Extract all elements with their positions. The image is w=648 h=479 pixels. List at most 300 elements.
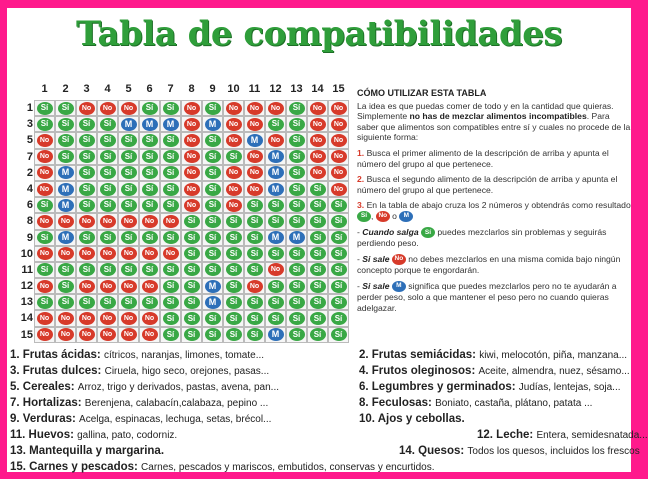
grid-cell bbox=[139, 310, 160, 326]
grid-cell bbox=[97, 181, 118, 197]
si-symbol-icon: Sí bbox=[100, 118, 116, 131]
grid-cell bbox=[55, 181, 76, 197]
no-symbol-icon: No bbox=[37, 134, 53, 147]
no-symbol-icon: No bbox=[79, 215, 95, 228]
grid-cell bbox=[34, 278, 55, 294]
si-symbol-icon: Sí bbox=[226, 328, 242, 341]
no-symbol-icon: No bbox=[310, 134, 326, 147]
si-symbol-icon: Sí bbox=[268, 312, 284, 325]
si-symbol-icon: Sí bbox=[121, 263, 137, 276]
grid-cell bbox=[160, 327, 181, 343]
si-symbol-icon: Sí bbox=[331, 280, 347, 293]
grid-cell bbox=[139, 181, 160, 197]
instructions-heading: CÓMO UTILIZAR ESTA TABLA bbox=[357, 88, 487, 98]
grid-cell bbox=[244, 230, 265, 246]
grid-cell bbox=[97, 100, 118, 116]
grid-cell bbox=[202, 197, 223, 213]
grid-cell bbox=[139, 213, 160, 229]
grid-cell bbox=[286, 116, 307, 132]
row-headers bbox=[15, 100, 33, 343]
no-symbol-icon: No bbox=[37, 166, 53, 179]
grid-cell bbox=[181, 310, 202, 326]
grid-cell bbox=[265, 116, 286, 132]
m-symbol-icon: M bbox=[268, 183, 284, 196]
si-symbol-icon: Sí bbox=[205, 150, 221, 163]
grid-cell bbox=[202, 213, 223, 229]
si-symbol-icon: Sí bbox=[184, 280, 200, 293]
grid-cell bbox=[307, 310, 328, 326]
column-number: 11 bbox=[248, 83, 261, 95]
grid-cell bbox=[55, 165, 76, 181]
si-symbol-icon: Sí bbox=[289, 247, 305, 260]
page-title: Tabla de compatibilidades bbox=[75, 14, 563, 54]
si-symbol-icon: Sí bbox=[37, 231, 53, 244]
si-symbol-icon: Sí bbox=[289, 312, 305, 325]
grid-cell bbox=[34, 327, 55, 343]
si-symbol-icon: Sí bbox=[247, 312, 263, 325]
grid-cell bbox=[76, 181, 97, 197]
row-number: 12 bbox=[20, 280, 33, 293]
grid-cell bbox=[223, 149, 244, 165]
grid-cell bbox=[328, 181, 349, 197]
grid-cell bbox=[286, 230, 307, 246]
grid-cell bbox=[34, 116, 55, 132]
grid-cell bbox=[76, 213, 97, 229]
grid-cell bbox=[265, 197, 286, 213]
grid-cell bbox=[118, 213, 139, 229]
grid-cell bbox=[223, 246, 244, 262]
grid-cell bbox=[286, 197, 307, 213]
si-symbol-icon: Sí bbox=[100, 150, 116, 163]
grid-cell bbox=[286, 149, 307, 165]
grid-cell bbox=[97, 262, 118, 278]
si-symbol-icon: Sí bbox=[205, 134, 221, 147]
grid-cell bbox=[223, 181, 244, 197]
column-number: 6 bbox=[146, 83, 153, 95]
grid-cell bbox=[223, 213, 244, 229]
grid-cell bbox=[139, 100, 160, 116]
si-symbol-icon: Sí bbox=[100, 134, 116, 147]
si-symbol-icon: Sí bbox=[226, 312, 242, 325]
grid-cell bbox=[55, 246, 76, 262]
no-symbol-icon: No bbox=[121, 312, 137, 325]
grid-cell bbox=[118, 246, 139, 262]
si-symbol-icon: Sí bbox=[310, 231, 326, 244]
grid-cell bbox=[34, 197, 55, 213]
si-symbol-icon: Sí bbox=[310, 312, 326, 325]
no-symbol-icon: No bbox=[392, 254, 406, 265]
grid-cell bbox=[286, 262, 307, 278]
si-symbol-icon: Sí bbox=[184, 231, 200, 244]
grid-cell bbox=[76, 294, 97, 310]
no-symbol-icon: No bbox=[184, 118, 200, 131]
column-number: 3 bbox=[83, 83, 90, 95]
si-symbol-icon: Sí bbox=[163, 328, 179, 341]
column-number: 15 bbox=[332, 83, 345, 95]
grid-cell bbox=[244, 132, 265, 148]
grid-cell bbox=[202, 230, 223, 246]
si-symbol-icon: Sí bbox=[142, 263, 158, 276]
si-symbol-icon: Sí bbox=[163, 296, 179, 309]
si-symbol-icon: Sí bbox=[289, 118, 305, 131]
legend-item: 13. Mantequilla y margarina. bbox=[10, 445, 165, 457]
si-symbol-icon: Sí bbox=[268, 215, 284, 228]
no-symbol-icon: No bbox=[226, 118, 242, 131]
si-symbol-icon: Sí bbox=[289, 102, 305, 115]
row-number: 13 bbox=[20, 296, 33, 309]
grid-cell bbox=[160, 278, 181, 294]
no-symbol-icon: No bbox=[121, 102, 137, 115]
grid-cell bbox=[76, 116, 97, 132]
grid-cell bbox=[202, 165, 223, 181]
no-symbol-icon: No bbox=[226, 134, 242, 147]
si-symbol-icon: Sí bbox=[205, 166, 221, 179]
grid-cell bbox=[34, 230, 55, 246]
instructions-intro: La idea es que puedas comer de todo y en la cantidad que quieras. Simplemente no has de mezclar alimentos incompatibles. Para saber que alimentos son compatibles entre sí y cuales no procede de la siguiente forma: bbox=[357, 100, 631, 143]
si-symbol-icon: Sí bbox=[247, 231, 263, 244]
grid-cell bbox=[244, 181, 265, 197]
grid-cell bbox=[139, 230, 160, 246]
grid-cell bbox=[118, 116, 139, 132]
no-symbol-icon: No bbox=[79, 102, 95, 115]
column-number: 13 bbox=[290, 83, 303, 95]
grid-cell bbox=[307, 165, 328, 181]
no-symbol-icon: No bbox=[247, 280, 263, 293]
grid-cell bbox=[34, 262, 55, 278]
legend-item: 11. Huevos: gallina, pato, codorniz. bbox=[10, 429, 178, 441]
no-symbol-icon: No bbox=[184, 199, 200, 212]
grid-cell bbox=[55, 197, 76, 213]
column-headers bbox=[34, 83, 349, 97]
grid-cell bbox=[139, 262, 160, 278]
grid-cell bbox=[97, 327, 118, 343]
grid-cell bbox=[244, 149, 265, 165]
si-symbol-icon: Sí bbox=[205, 102, 221, 115]
grid-cell bbox=[76, 149, 97, 165]
column-number: 14 bbox=[311, 83, 324, 95]
grid-cell bbox=[307, 278, 328, 294]
si-symbol-icon: Sí bbox=[58, 296, 74, 309]
si-symbol-icon: Sí bbox=[289, 150, 305, 163]
m-symbol-icon: M bbox=[58, 199, 74, 212]
compatibility-grid bbox=[34, 100, 349, 343]
si-symbol-icon: Sí bbox=[142, 166, 158, 179]
grid-cell bbox=[265, 165, 286, 181]
grid-cell bbox=[181, 213, 202, 229]
si-symbol-icon: Sí bbox=[226, 296, 242, 309]
grid-cell bbox=[286, 246, 307, 262]
si-symbol-icon: Sí bbox=[58, 150, 74, 163]
legend-item: 5. Cereales: Arroz, trigo y derivados, pastas, avena, pan... bbox=[10, 381, 279, 393]
grid-cell bbox=[223, 165, 244, 181]
column-number: 5 bbox=[125, 83, 132, 95]
si-symbol-icon: Sí bbox=[142, 231, 158, 244]
si-symbol-icon: Sí bbox=[268, 247, 284, 260]
si-symbol-icon: Sí bbox=[357, 211, 371, 222]
si-symbol-icon: Sí bbox=[163, 280, 179, 293]
si-symbol-icon: Sí bbox=[247, 328, 263, 341]
grid-cell bbox=[160, 181, 181, 197]
grid-cell bbox=[55, 310, 76, 326]
si-symbol-icon: Sí bbox=[142, 134, 158, 147]
grid-cell bbox=[307, 246, 328, 262]
legend-item: 15. Carnes y pescados: Carnes, pescados y mariscos, embutidos, conservas y encurtidos. bbox=[10, 461, 435, 473]
si-symbol-icon: Sí bbox=[310, 215, 326, 228]
si-symbol-icon: Sí bbox=[100, 296, 116, 309]
grid-cell bbox=[160, 213, 181, 229]
grid-cell bbox=[223, 327, 244, 343]
grid-cell bbox=[34, 100, 55, 116]
no-symbol-icon: No bbox=[163, 247, 179, 260]
no-symbol-icon: No bbox=[142, 247, 158, 260]
grid-cell bbox=[76, 327, 97, 343]
si-symbol-icon: Sí bbox=[331, 296, 347, 309]
si-symbol-icon: Sí bbox=[58, 280, 74, 293]
m-symbol-icon: M bbox=[289, 231, 305, 244]
no-symbol-icon: No bbox=[376, 211, 390, 222]
si-symbol-icon: Sí bbox=[163, 312, 179, 325]
si-symbol-icon: Sí bbox=[184, 312, 200, 325]
si-symbol-icon: Sí bbox=[226, 280, 242, 293]
si-symbol-icon: Sí bbox=[121, 134, 137, 147]
no-symbol-icon: No bbox=[247, 118, 263, 131]
no-symbol-icon: No bbox=[247, 150, 263, 163]
si-symbol-icon: Sí bbox=[310, 328, 326, 341]
grid-cell bbox=[76, 197, 97, 213]
column-number: 2 bbox=[62, 83, 69, 95]
column-number: 10 bbox=[227, 83, 240, 95]
no-symbol-icon: No bbox=[268, 102, 284, 115]
grid-cell bbox=[244, 246, 265, 262]
grid-cell bbox=[328, 197, 349, 213]
grid-cell bbox=[97, 197, 118, 213]
si-symbol-icon: Sí bbox=[310, 280, 326, 293]
grid-cell bbox=[286, 310, 307, 326]
no-symbol-icon: No bbox=[247, 183, 263, 196]
grid-cell bbox=[223, 116, 244, 132]
grid-cell bbox=[265, 181, 286, 197]
grid-cell bbox=[265, 294, 286, 310]
grid-cell bbox=[265, 230, 286, 246]
grid-cell bbox=[181, 100, 202, 116]
no-symbol-icon: No bbox=[142, 280, 158, 293]
grid-cell bbox=[118, 230, 139, 246]
si-symbol-icon: Sí bbox=[226, 263, 242, 276]
instructions-result-si: - Cuando salga Sí puedes mezclarlos sin problemas y seguirás perdiendo peso. bbox=[357, 227, 607, 249]
si-symbol-icon: Sí bbox=[121, 199, 137, 212]
grid-cell bbox=[118, 294, 139, 310]
si-symbol-icon: Sí bbox=[331, 247, 347, 260]
grid-cell bbox=[139, 132, 160, 148]
no-symbol-icon: No bbox=[58, 215, 74, 228]
grid-cell bbox=[286, 294, 307, 310]
row-number: 14 bbox=[20, 312, 33, 325]
grid-cell bbox=[118, 181, 139, 197]
si-symbol-icon: Sí bbox=[310, 296, 326, 309]
no-symbol-icon: No bbox=[37, 215, 53, 228]
grid-cell bbox=[34, 132, 55, 148]
grid-cell bbox=[307, 230, 328, 246]
grid-cell bbox=[181, 230, 202, 246]
no-symbol-icon: No bbox=[37, 247, 53, 260]
grid-cell bbox=[202, 278, 223, 294]
grid-cell bbox=[265, 246, 286, 262]
grid-cell bbox=[202, 181, 223, 197]
grid-cell bbox=[223, 310, 244, 326]
grid-cell bbox=[97, 116, 118, 132]
no-symbol-icon: No bbox=[163, 215, 179, 228]
food-groups-legend bbox=[7, 346, 648, 473]
si-symbol-icon: Sí bbox=[79, 166, 95, 179]
grid-cell bbox=[181, 327, 202, 343]
no-symbol-icon: No bbox=[184, 134, 200, 147]
no-symbol-icon: No bbox=[142, 328, 158, 341]
m-symbol-icon: M bbox=[268, 150, 284, 163]
grid-cell bbox=[139, 149, 160, 165]
instructions-step-2: 2. Busca el segundo alimento de la descripción de arriba y apunta el número del grupo al que pertenece. bbox=[357, 174, 618, 195]
si-symbol-icon: Sí bbox=[79, 263, 95, 276]
grid-cell bbox=[328, 165, 349, 181]
grid-cell bbox=[139, 197, 160, 213]
row-number: 4 bbox=[26, 182, 33, 195]
grid-cell bbox=[55, 116, 76, 132]
grid-cell bbox=[286, 165, 307, 181]
m-symbol-icon: M bbox=[247, 134, 263, 147]
grid-cell bbox=[118, 278, 139, 294]
si-symbol-icon: Sí bbox=[79, 134, 95, 147]
grid-cell bbox=[307, 213, 328, 229]
grid-cell bbox=[307, 149, 328, 165]
si-symbol-icon: Sí bbox=[226, 247, 242, 260]
grid-cell bbox=[181, 294, 202, 310]
m-symbol-icon: M bbox=[142, 118, 158, 131]
no-symbol-icon: No bbox=[247, 166, 263, 179]
si-symbol-icon: Sí bbox=[226, 231, 242, 244]
no-symbol-icon: No bbox=[331, 102, 347, 115]
grid-cell bbox=[307, 327, 328, 343]
si-symbol-icon: Sí bbox=[142, 150, 158, 163]
column-number: 9 bbox=[209, 83, 216, 95]
legend-item: 12. Leche: Entera, semidesnatada... bbox=[477, 429, 648, 441]
grid-cell bbox=[202, 149, 223, 165]
m-symbol-icon: M bbox=[399, 211, 413, 222]
m-symbol-icon: M bbox=[205, 296, 221, 309]
grid-cell bbox=[286, 213, 307, 229]
grid-cell bbox=[118, 310, 139, 326]
grid-cell bbox=[202, 116, 223, 132]
no-symbol-icon: No bbox=[331, 183, 347, 196]
grid-cell bbox=[265, 100, 286, 116]
si-symbol-icon: Sí bbox=[142, 102, 158, 115]
si-symbol-icon: Sí bbox=[79, 296, 95, 309]
no-symbol-icon: No bbox=[79, 328, 95, 341]
grid-cell bbox=[328, 310, 349, 326]
si-symbol-icon: Sí bbox=[184, 215, 200, 228]
grid-cell bbox=[307, 181, 328, 197]
no-symbol-icon: No bbox=[184, 150, 200, 163]
grid-cell bbox=[244, 213, 265, 229]
grid-cell bbox=[223, 294, 244, 310]
grid-cell bbox=[244, 327, 265, 343]
si-symbol-icon: Sí bbox=[121, 183, 137, 196]
grid-cell bbox=[328, 278, 349, 294]
grid-cell bbox=[181, 278, 202, 294]
grid-cell bbox=[139, 246, 160, 262]
grid-cell bbox=[244, 310, 265, 326]
si-symbol-icon: Sí bbox=[205, 199, 221, 212]
si-symbol-icon: Sí bbox=[100, 183, 116, 196]
m-symbol-icon: M bbox=[268, 328, 284, 341]
grid-cell bbox=[76, 132, 97, 148]
legend-item: 7. Hortalizas: Berenjena, calabacín,calabaza, pepino ... bbox=[10, 397, 269, 409]
grid-cell bbox=[139, 116, 160, 132]
si-symbol-icon: Sí bbox=[268, 296, 284, 309]
grid-cell bbox=[181, 246, 202, 262]
grid-cell bbox=[328, 116, 349, 132]
legend-item: 3. Frutas dulces: Ciruela, higo seco, orejones, pasas... bbox=[10, 365, 270, 377]
instructions-step-3: 3. En la tabla de abajo cruza los 2 números y obtendrás como resultado Sí , No o M bbox=[357, 200, 631, 221]
si-symbol-icon: Sí bbox=[205, 231, 221, 244]
grid-cell bbox=[181, 132, 202, 148]
legend-item: 1. Frutas ácidas: cítricos, naranjas, limones, tomate... bbox=[10, 349, 265, 361]
si-symbol-icon: Sí bbox=[58, 118, 74, 131]
grid-cell bbox=[265, 310, 286, 326]
no-symbol-icon: No bbox=[310, 118, 326, 131]
grid-cell bbox=[97, 294, 118, 310]
no-symbol-icon: No bbox=[184, 183, 200, 196]
column-number: 4 bbox=[104, 83, 111, 95]
si-symbol-icon: Sí bbox=[331, 328, 347, 341]
m-symbol-icon: M bbox=[205, 118, 221, 131]
si-symbol-icon: Sí bbox=[310, 247, 326, 260]
grid-cell bbox=[223, 197, 244, 213]
grid-cell bbox=[286, 181, 307, 197]
no-symbol-icon: No bbox=[226, 199, 242, 212]
no-symbol-icon: No bbox=[58, 247, 74, 260]
si-symbol-icon: Sí bbox=[58, 134, 74, 147]
no-symbol-icon: No bbox=[100, 328, 116, 341]
grid-cell bbox=[244, 197, 265, 213]
si-symbol-icon: Sí bbox=[184, 247, 200, 260]
grid-cell bbox=[181, 165, 202, 181]
grid-cell bbox=[244, 278, 265, 294]
row-number: 10 bbox=[20, 247, 33, 260]
grid-cell bbox=[202, 310, 223, 326]
no-symbol-icon: No bbox=[310, 150, 326, 163]
si-symbol-icon: Sí bbox=[100, 199, 116, 212]
si-symbol-icon: Sí bbox=[184, 263, 200, 276]
si-symbol-icon: Sí bbox=[289, 328, 305, 341]
grid-cell bbox=[76, 230, 97, 246]
row-number: 11 bbox=[21, 263, 33, 276]
grid-cell bbox=[160, 197, 181, 213]
si-symbol-icon: Sí bbox=[142, 183, 158, 196]
row-number: 1 bbox=[26, 102, 33, 114]
grid-cell bbox=[328, 132, 349, 148]
no-symbol-icon: No bbox=[142, 215, 158, 228]
si-symbol-icon: Sí bbox=[142, 199, 158, 212]
grid-cell bbox=[265, 213, 286, 229]
grid-cell bbox=[76, 262, 97, 278]
grid-cell bbox=[265, 327, 286, 343]
si-symbol-icon: Sí bbox=[331, 215, 347, 228]
grid-cell bbox=[160, 246, 181, 262]
grid-cell bbox=[265, 278, 286, 294]
grid-cell bbox=[55, 278, 76, 294]
si-symbol-icon: Sí bbox=[163, 150, 179, 163]
no-symbol-icon: No bbox=[268, 134, 284, 147]
no-symbol-icon: No bbox=[331, 134, 347, 147]
